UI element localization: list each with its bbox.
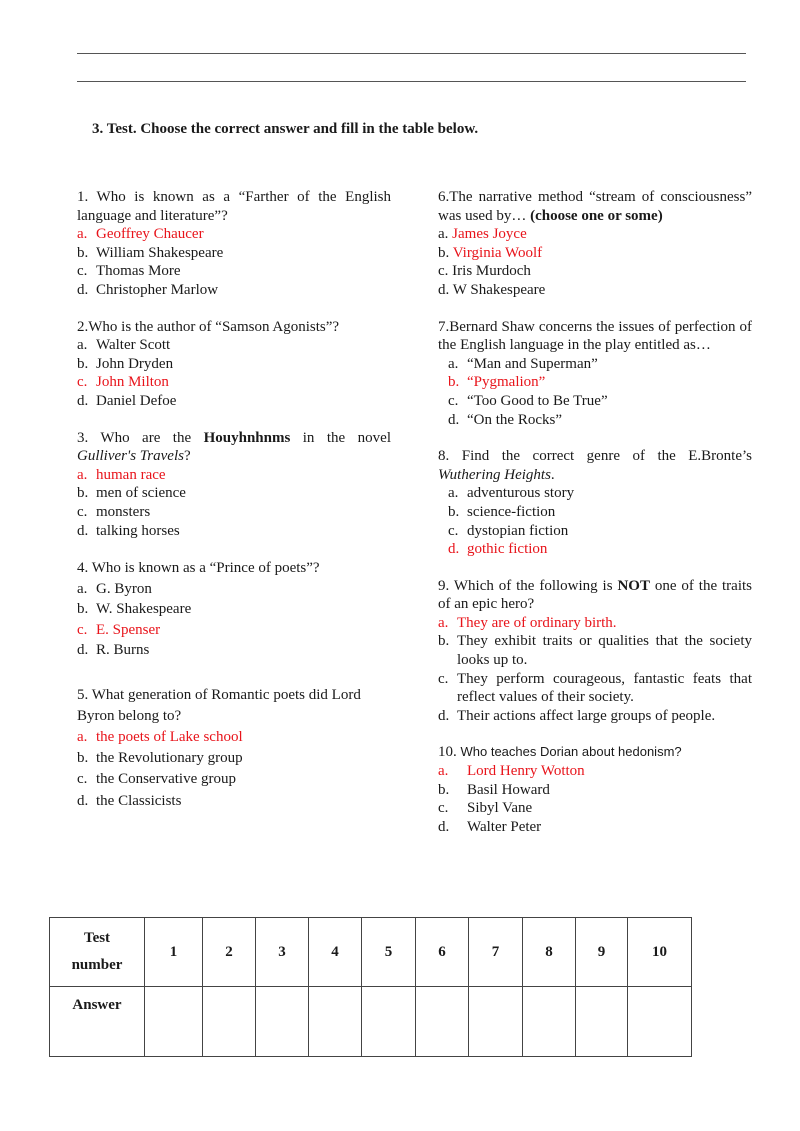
option-d[interactable]: d. “On the Rocks” bbox=[448, 411, 562, 428]
option-b[interactable]: b. the Revolutionary group bbox=[77, 750, 243, 767]
question-3 bbox=[77, 429, 391, 541]
question-stem: 8. Find the correct genre of the E.Bronte’s Wuthering Heights. bbox=[438, 448, 752, 483]
question-9 bbox=[438, 577, 752, 726]
answer-cell[interactable] bbox=[309, 987, 362, 1057]
option-d[interactable]: d. the Classicists bbox=[77, 792, 182, 809]
question-4 bbox=[77, 558, 391, 661]
option-d[interactable]: d. W Shakespeare bbox=[438, 281, 546, 298]
option-a[interactable]: a. Walter Scott bbox=[77, 337, 171, 354]
option-c[interactable]: c. dystopian fiction bbox=[448, 522, 569, 539]
option-b[interactable]: b. Basil Howard bbox=[438, 781, 550, 798]
table-row-test-number bbox=[50, 918, 692, 987]
test-number-cell: 2 bbox=[203, 918, 256, 987]
question-5 bbox=[77, 685, 391, 812]
question-2 bbox=[77, 318, 391, 411]
test-number-cell: 4 bbox=[309, 918, 362, 987]
right-column bbox=[438, 188, 752, 854]
answer-line-1 bbox=[77, 53, 746, 54]
test-number-cell: 5 bbox=[362, 918, 416, 987]
question-stem: 4. Who is known as a “Prince of poets”? bbox=[77, 560, 320, 577]
option-a[interactable]: a. G. Byron bbox=[77, 580, 152, 597]
test-number-cell: 6 bbox=[416, 918, 469, 987]
answer-cell[interactable] bbox=[576, 987, 628, 1057]
option-d[interactable]: d. talking horses bbox=[77, 522, 180, 539]
question-stem: 1. Who is known as a “Farther of the English language and literature”? bbox=[77, 189, 391, 224]
question-10 bbox=[438, 743, 752, 836]
option-d[interactable]: d. Their actions affect large groups of people. bbox=[438, 707, 716, 724]
question-stem: 3. Who are the Houyhnhnms in the novel Gulliver's Travels? bbox=[77, 429, 391, 465]
option-c[interactable]: c. Sibyl Vane bbox=[438, 800, 533, 817]
option-c[interactable]: c. John Milton bbox=[77, 374, 169, 391]
option-c[interactable]: c. “Too Good to Be True” bbox=[448, 392, 608, 409]
option-a[interactable]: a. human race bbox=[77, 466, 166, 483]
option-b[interactable]: b. John Dryden bbox=[77, 355, 174, 372]
option-b[interactable]: b. men of science bbox=[77, 485, 186, 502]
answer-cell[interactable] bbox=[523, 987, 576, 1057]
option-a[interactable]: a. Lord Henry Wotton bbox=[438, 763, 585, 780]
option-b[interactable]: b. W. Shakespeare bbox=[77, 601, 192, 618]
answer-line-2 bbox=[77, 81, 746, 82]
option-d[interactable]: d. Walter Peter bbox=[438, 818, 542, 835]
answer-cell[interactable] bbox=[469, 987, 523, 1057]
question-1 bbox=[77, 188, 391, 300]
test-number-cell: 10 bbox=[628, 918, 692, 987]
question-stem: 7.Bernard Shaw concerns the issues of perfection of the English language in the play entitled as… bbox=[438, 318, 752, 354]
row-header-test-number: Test number bbox=[50, 918, 145, 987]
answer-cell[interactable] bbox=[203, 987, 256, 1057]
answer-cell[interactable] bbox=[416, 987, 469, 1057]
option-c[interactable]: c. They perform courageous, fantastic feats that reflect values of their society. bbox=[438, 670, 752, 706]
question-stem: 9. Which of the following is NOT one of the traits of an epic hero? bbox=[438, 577, 752, 613]
test-number-cell: 7 bbox=[469, 918, 523, 987]
option-c[interactable]: c. the Conservative group bbox=[77, 771, 236, 788]
answer-table bbox=[49, 917, 692, 1057]
option-d[interactable]: d. Daniel Defoe bbox=[77, 392, 177, 409]
question-8 bbox=[438, 447, 752, 559]
answer-cell[interactable] bbox=[628, 987, 692, 1057]
question-stem: 10. Who teaches Dorian about hedonism? bbox=[438, 744, 682, 761]
option-d[interactable]: d. Christopher Marlow bbox=[77, 281, 219, 298]
question-6 bbox=[438, 188, 752, 300]
question-stem: 6.The narrative method “stream of consciousness” was used by… (choose one or some) bbox=[438, 189, 752, 224]
test-number-cell: 1 bbox=[145, 918, 203, 987]
option-d[interactable]: d. R. Burns bbox=[77, 642, 150, 659]
option-b[interactable]: b. Virginia Woolf bbox=[438, 244, 543, 261]
row-header-answer: Answer bbox=[50, 987, 145, 1057]
answer-cell[interactable] bbox=[256, 987, 309, 1057]
table-row-answer bbox=[50, 987, 692, 1057]
option-b[interactable]: b. science-fiction bbox=[448, 503, 556, 520]
option-c[interactable]: c. Iris Murdoch bbox=[438, 263, 531, 280]
option-b[interactable]: b. They exhibit traits or qualities that the society looks up to. bbox=[438, 633, 752, 669]
option-c[interactable]: c. monsters bbox=[77, 503, 151, 520]
test-number-cell: 9 bbox=[576, 918, 628, 987]
option-c[interactable]: c. E. Spenser bbox=[77, 621, 161, 638]
option-c[interactable]: c. Thomas More bbox=[77, 263, 181, 280]
answer-cell[interactable] bbox=[145, 987, 203, 1057]
option-b[interactable]: b. “Pygmalion” bbox=[448, 374, 546, 391]
question-stem: 5. What generation of Romantic poets did Lord Byron belong to? bbox=[77, 686, 361, 724]
test-number-cell: 3 bbox=[256, 918, 309, 987]
question-stem: 2.Who is the author of “Samson Agonists”? bbox=[77, 318, 340, 335]
option-a[interactable]: a. the poets of Lake school bbox=[77, 729, 243, 745]
option-b[interactable]: b. William Shakespeare bbox=[77, 244, 224, 261]
option-a[interactable]: a. adventurous story bbox=[448, 485, 575, 502]
section-title: 3. Test. Choose the correct answer and fill in the table below. bbox=[92, 121, 479, 137]
answer-cell[interactable] bbox=[362, 987, 416, 1057]
option-d[interactable]: d. gothic fiction bbox=[448, 541, 548, 558]
test-number-cell: 8 bbox=[523, 918, 576, 987]
option-a[interactable]: a. James Joyce bbox=[438, 226, 527, 243]
option-a[interactable]: a. Geoffrey Chaucer bbox=[77, 226, 204, 243]
option-a[interactable]: a. They are of ordinary birth. bbox=[438, 614, 617, 631]
question-7 bbox=[438, 318, 752, 430]
option-a[interactable]: a. “Man and Superman” bbox=[448, 355, 598, 372]
left-column bbox=[77, 188, 391, 830]
